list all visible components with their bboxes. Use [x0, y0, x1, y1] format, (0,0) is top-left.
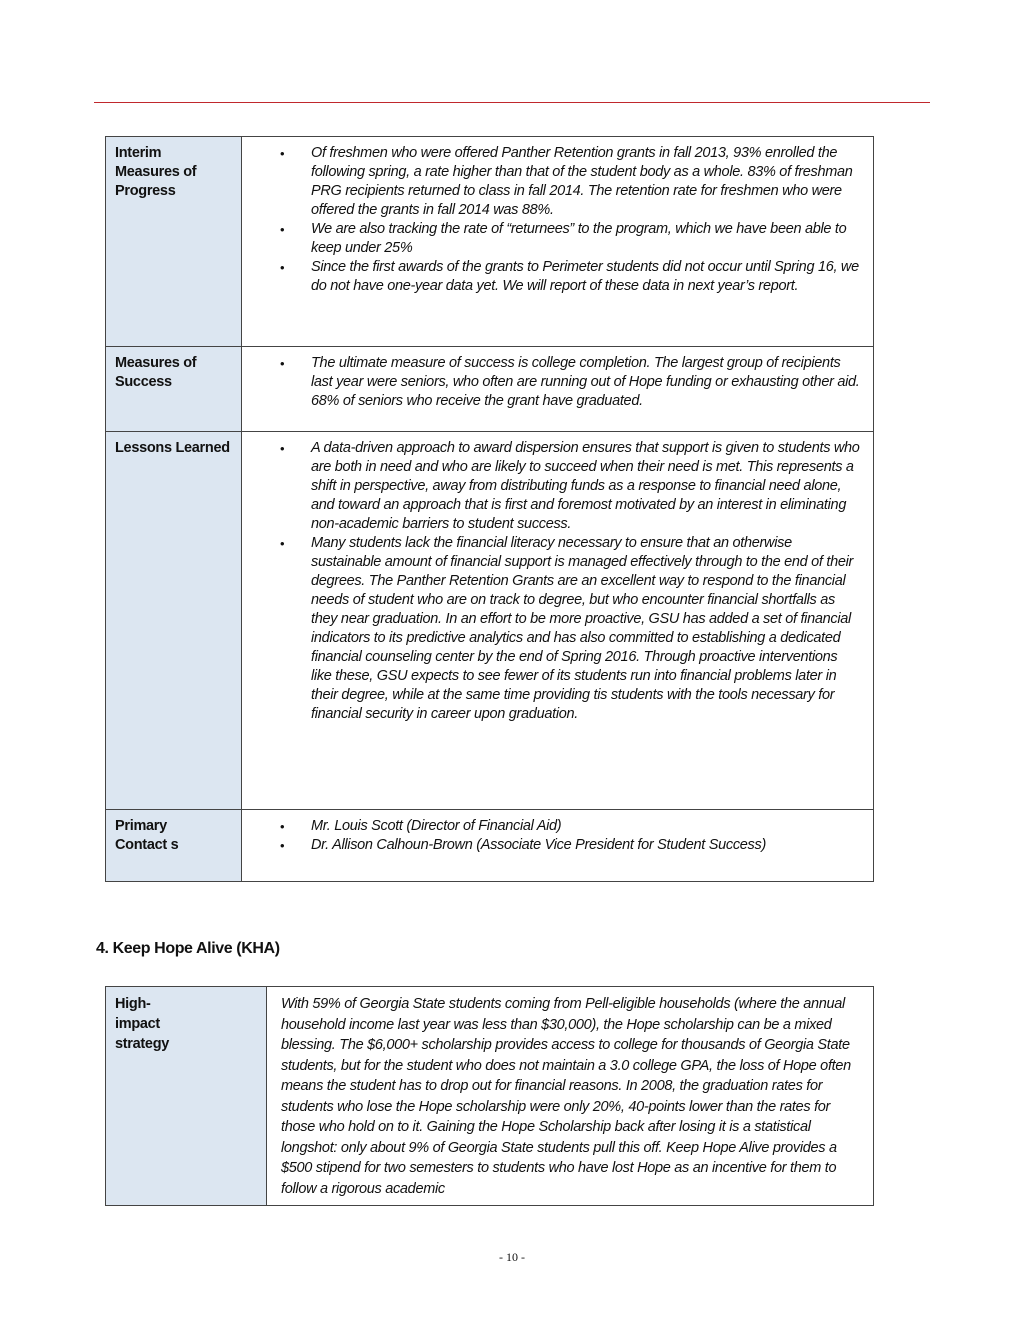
- row-label-interim-measures: [106, 137, 242, 347]
- header-rule: [94, 102, 930, 103]
- row-label-high-impact-strategy: [106, 987, 267, 1206]
- row-label-primary-contacts: [106, 810, 242, 882]
- prg-table: [105, 136, 874, 882]
- row-content-primary-contacts: [242, 810, 874, 882]
- row-label-text: High-impact strategy: [115, 996, 170, 1052]
- table-row: [106, 137, 874, 347]
- page-number: - 10 -: [499, 1250, 525, 1264]
- kha-table: [105, 986, 874, 1206]
- row-content-measures-of-success: [242, 347, 874, 432]
- table-row: [106, 810, 874, 882]
- row-label-text: Primary Contact s: [115, 818, 179, 853]
- list-item: • Since the first awards of the grants to Perimeter students did not occur until Spring 16, we do not have one-year data yet. We will report of these data in next year’s report.: [256, 258, 861, 296]
- list-item: • Mr. Louis Scott (Director of Financial Aid): [256, 817, 861, 836]
- list-item: • Of freshmen who were offered Panther Retention grants in fall 2013, 93% enrolled the following spring, a rate higher than that of the student body as a whole. 83% of freshman PRG recipients returned to class in fall 2014. The retention rate for freshmen who were offered the grants in fall 2014 was 88%.: [256, 144, 861, 220]
- section-heading: 4. Keep Hope Alive (KHA): [96, 940, 280, 957]
- row-content-high-impact-strategy: With 59% of Georgia State students coming from Pell-eligible households (where the annual household income last year was less than $30,000), the Hope scholarship can be a mixed blessing. The $6,000+ scholarship provides access to college for thousands of Georgia State students, but for the student who does not maintain a 3.0 college GPA, the loss of Hope often means the student has to drop out for financial reasons. In 2008, the graduation rates for students who lose the Hope scholarship were only 20%, 40-points lower than the rates for those who hold on to it. Gaining the Hope Scholarship back after losing it is a statistical longshot: only about 9% of Georgia State students pull this off. Keep Hope Alive provides a $500 stipend for two semesters to students who have lost Hope as an incentive for them to follow a rigorous academic: [267, 987, 874, 1206]
- list-item: • The ultimate measure of success is college completion. The largest group of recipients last year were seniors, who often are running out of Hope funding or exhausting other aid. 68% of seniors who receive the grant have graduated.: [256, 354, 861, 411]
- list-item: • Dr. Allison Calhoun-Brown (Associate Vice President for Student Success): [256, 836, 861, 855]
- row-label-lessons-learned: [106, 432, 242, 810]
- list-item: • We are also tracking the rate of “returnees” to the program, which we have been able to keep under 25%: [256, 220, 861, 258]
- row-content-interim-measures: [242, 137, 874, 347]
- table-row: [106, 987, 874, 1206]
- row-label-measures-of-success: [106, 347, 242, 432]
- table-row: [106, 432, 874, 810]
- list-item: • Many students lack the financial literacy necessary to ensure that an otherwise sustainable amount of financial support is managed effectively through to the end of their degrees. The Panther Retention Grants are an excellent way to respond to the financial needs of student who are on track to degree, but who encounter financial shortfalls as they near graduation. In an effort to be more proactive, GSU has added a set of financial indicators to its predictive analytics and has also committed to establishing a dedicated financial counseling center by the end of Spring 2016. Through proactive interventions like these, GSU expects to see fewer of its students run into financial problems later in their degree, while at the same time providing tis students with the tools necessary for financial security in career upon graduation.: [256, 534, 861, 724]
- row-content-lessons-learned: [242, 432, 874, 810]
- row-label-text: Interim Measures of Progress: [115, 145, 197, 199]
- row-label-text: Lessons Learned: [115, 440, 230, 456]
- table-row: [106, 347, 874, 432]
- row-label-text: Measures of Success: [115, 355, 197, 390]
- list-item: • A data-driven approach to award dispersion ensures that support is given to students who are both in need and who are likely to succeed when their need is met. This represents a shift in perspective, away from distributing funds as a response to financial need alone, and toward an approach that is first and foremost motivated by an interest in eliminating non-academic barriers to student success.: [256, 439, 861, 534]
